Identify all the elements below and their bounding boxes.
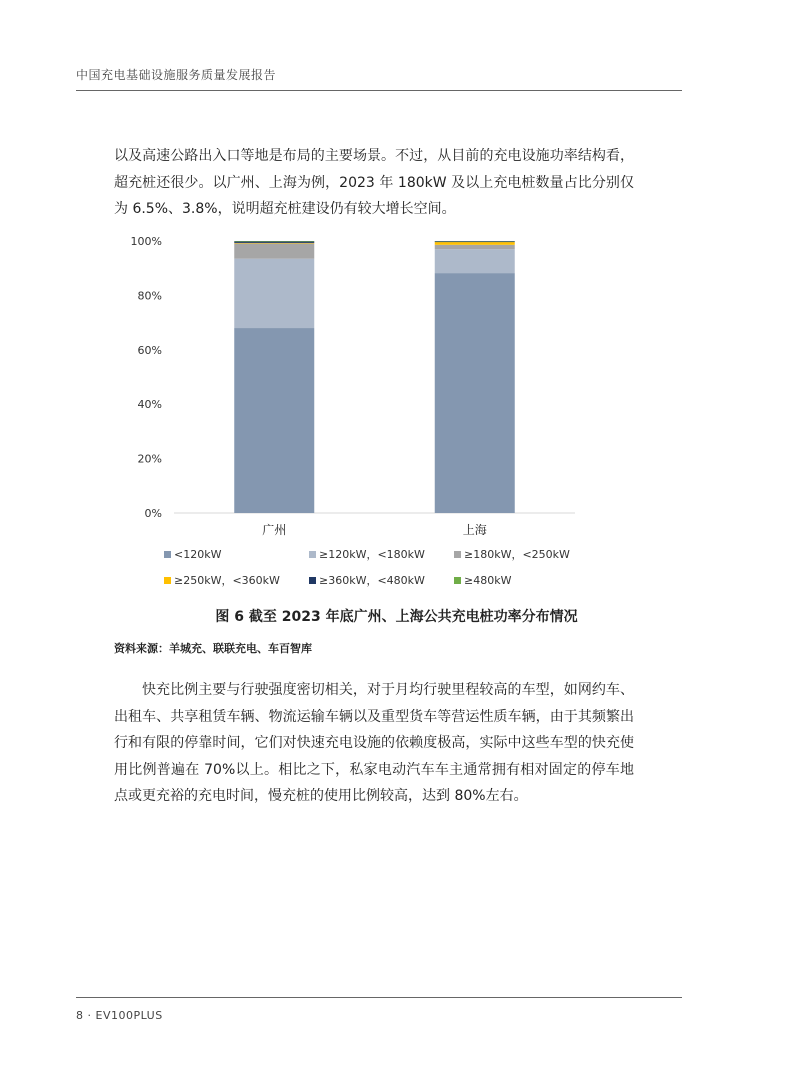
source-note: 资料来源：羊城充、联联充电、车百智库 bbox=[114, 642, 312, 655]
y-tick-label: 20% bbox=[137, 452, 162, 466]
legend-swatch bbox=[454, 577, 461, 584]
legend-item bbox=[454, 546, 604, 562]
bar-segment bbox=[234, 243, 314, 258]
legend-swatch bbox=[164, 577, 171, 584]
page-footer: 8 · EV100PLUS bbox=[76, 1009, 163, 1022]
x-category-label: 广州 bbox=[262, 523, 287, 537]
x-axis-categories bbox=[262, 522, 487, 537]
legend-swatch bbox=[454, 551, 461, 558]
legend-item bbox=[309, 572, 454, 588]
bar-segment bbox=[234, 242, 314, 243]
bar-segment bbox=[435, 241, 515, 242]
y-tick-label: 100% bbox=[130, 235, 162, 248]
legend-item bbox=[164, 546, 309, 562]
bar-segment bbox=[234, 328, 314, 513]
bar-segment bbox=[435, 245, 515, 249]
y-tick-label: 0% bbox=[144, 507, 162, 520]
legend-item bbox=[309, 546, 454, 562]
bar-segment bbox=[234, 243, 314, 244]
legend-label: ≥360kW，<480kW bbox=[319, 574, 425, 587]
legend-label: ≥250kW，<360kW bbox=[174, 574, 280, 587]
legend-item bbox=[164, 572, 309, 588]
legend-label: ≥480kW bbox=[464, 573, 512, 587]
power-distribution-chart bbox=[110, 228, 600, 598]
y-tick-label: 40% bbox=[137, 398, 162, 412]
bar-segment bbox=[234, 241, 314, 242]
legend-swatch bbox=[164, 551, 171, 558]
body-paragraph-2: 快充比例主要与行驶强度密切相关，对于月均行驶里程较高的车型，如网约车、出租车、共享租赁车辆、物流运输车辆以及重型货车等营运性质车辆，由于其频繁出行和有限的停靠时间，它们对快速充电设施的依赖度极高，实际中这些车型的快充使用比例普遍在 70%以上。相比之下，私家电动汽车车主通常拥有相对固定的停车地点或更充裕的充电时间，慢充桩的使用比例较高，达到 80%左右。 bbox=[114, 682, 634, 804]
bar-segment bbox=[435, 242, 515, 245]
y-tick-label: 60% bbox=[137, 343, 162, 357]
legend-label: ≥120kW，<180kW bbox=[319, 548, 425, 561]
body-paragraph-1: 以及高速公路出入口等地是布局的主要场景。不过，从目前的充电设施功率结构看，超充桩还很少。以广州、上海为例，2023 年 180kW 及以上充电桩数量占比分别仅为 6.5%、3.8%，说明超充桩建设仍有较大增长空间。 bbox=[114, 148, 634, 217]
legend-label: <120kW bbox=[174, 547, 222, 561]
bar-segment bbox=[234, 259, 314, 328]
bars bbox=[234, 241, 515, 513]
bar-segment bbox=[435, 249, 515, 273]
legend-swatch bbox=[309, 551, 316, 558]
stacked-bar-chart bbox=[110, 228, 600, 538]
y-axis-ticks bbox=[131, 235, 162, 520]
legend-label: ≥180kW，<250kW bbox=[464, 548, 570, 561]
footer-divider bbox=[76, 997, 682, 998]
header-divider bbox=[76, 90, 682, 91]
y-tick-label: 80% bbox=[137, 289, 162, 303]
report-title: 中国充电基础设施服务质量发展报告 bbox=[76, 68, 277, 82]
figure-caption: 图 6 截至 2023 年底广州、上海公共充电桩功率分布情况 bbox=[215, 609, 578, 625]
legend-swatch bbox=[309, 577, 316, 584]
x-category-label: 上海 bbox=[462, 523, 487, 537]
chart-legend bbox=[164, 546, 604, 588]
legend-item bbox=[454, 572, 604, 588]
bar-segment bbox=[435, 273, 515, 513]
